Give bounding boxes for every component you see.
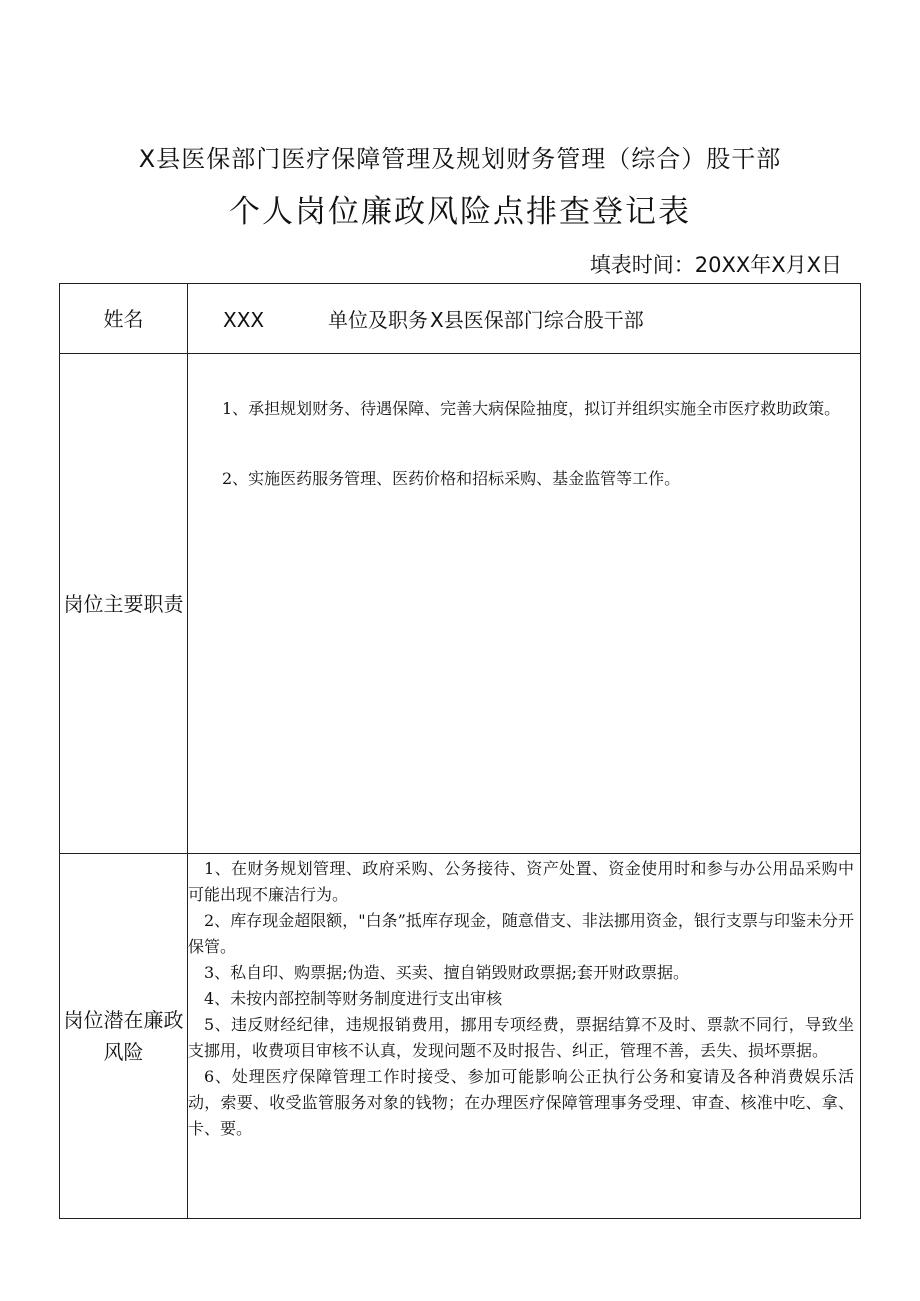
duty-label: 岗位主要职责 (60, 354, 188, 854)
duty-row (60, 354, 861, 854)
risk-item: 6、处理医疗保障管理工作时接受、参加可能影响公正执行公务和宴请及各种消费娱乐活动，索要、收受监管服务对象的钱物；在办理医疗保障管理事务受理、审查、核准中吃、拿、卡、要。 (188, 1067, 854, 1138)
risk-item: 1、在财务规划管理、政府采购、公务接待、资产处置、资金使用时和参与办公用品采购中可能出现不廉洁行为。 (188, 859, 854, 904)
risk-row (60, 854, 861, 1219)
document-title-line1: X县医保部门医疗保障管理及规划财务管理（综合）股干部 (138, 145, 782, 173)
risk-content-cell (188, 854, 861, 1219)
risk-item: 3、私自印、购票据;伪造、买卖、擅自销毁财政票据;套开财政票据。 (204, 963, 689, 982)
unit-position-value: X县医保部门综合股干部 (430, 308, 644, 332)
risk-item: 5、违反财经纪律，违规报销费用，挪用专项经费，票据结算不及时、票款不同行，导致坐支挪用，收费项目审核不认真，发现问题不及时报告、纠正，管理不善，丢失、损坏票据。 (188, 1015, 854, 1060)
risk-label: 岗位潜在廉政风险 (60, 854, 188, 1219)
risk-item: 4、未按内部控制等财务制度进行支出审核 (204, 989, 503, 1008)
duty-item: 2、实施医药服务管理、医药价格和招标采购、基金监管等工作。 (222, 469, 681, 488)
fill-date: 填表时间：20XX年X月X日 (589, 253, 842, 277)
name-row (60, 284, 861, 354)
duty-spacer (188, 428, 860, 460)
risk-item: 2、库存现金超限额，"白条”抵库存现金，随意借支、非法挪用资金，银行支票与印鉴未分开保管。 (188, 911, 854, 956)
registration-form-table (59, 283, 861, 1219)
name-value: XXX (223, 308, 265, 332)
duty-item: 1、承担规划财务、待遇保障、完善大病保险抽度，拟订并组织实施全市医疗救助政策。 (222, 399, 841, 418)
document-title-line2: 个人岗位廉政风险点排查登记表 (229, 194, 691, 230)
duty-content-cell (188, 354, 861, 854)
name-info-cell (188, 284, 861, 354)
name-label: 姓名 (60, 284, 188, 354)
unit-position-label: 单位及职务 (328, 308, 428, 332)
